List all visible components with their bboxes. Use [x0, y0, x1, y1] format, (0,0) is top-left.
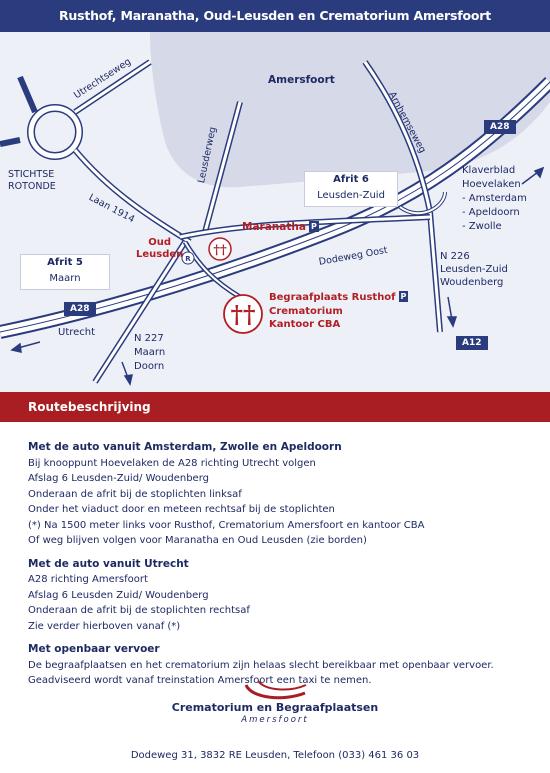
org-name: Crematorium en Begraafplaatsen — [171, 701, 379, 714]
parking-icon: P — [310, 222, 317, 231]
a28-shield-top: A28 — [484, 120, 516, 134]
address-line: Dodeweg 31, 3832 RE Leusden, Telefoon (033) 461 36 03 — [130, 750, 420, 761]
rotonde-label: STICHTSE ROTONDE — [8, 169, 56, 192]
rusthof-cross-icon — [224, 295, 262, 333]
svg-text:††: †† — [213, 243, 227, 258]
city-label: Amersfoort — [268, 74, 335, 86]
parking-icon: P — [400, 292, 407, 301]
route-line: (*) Na 1500 meter links voor Rusthof, Crematorium Amersfoort en kantoor CBA — [28, 519, 425, 531]
route-line: Afslag 6 Leusden-Zuid/ Woudenberg — [28, 473, 209, 484]
route-line: Geadviseerd wordt vanaf treinstation Amersfoort een taxi te nemen. — [28, 675, 372, 686]
leusderweg-label: Leusderweg — [196, 125, 219, 185]
route-map — [0, 32, 550, 392]
n226-label: N 226 Leusden-Zuid Woudenberg — [440, 251, 508, 288]
route-line: Bij knooppunt Hoevelaken de A28 richting Utrecht volgen — [28, 457, 316, 469]
rk-label: R — [185, 255, 191, 263]
utrecht-label: Utrecht — [58, 327, 96, 338]
route-line: A28 richting Amersfoort — [28, 574, 148, 585]
route-heading-ov: Met openbaar vervoer — [28, 643, 160, 655]
a12-shield: A12 — [456, 336, 488, 350]
route-line: Of weg blijven volgen voor Maranatha en Oud Leusden (zie borden) — [28, 535, 367, 546]
route-heading-utrecht: Met de auto vanuit Utrecht — [28, 557, 189, 570]
afrit-5-sign: Afrit 5 Maarn — [20, 254, 110, 290]
klaverblad-label: Klaverblad Hoevelaken - Amsterdam - Apeldoorn - Zwolle — [462, 165, 527, 232]
maranatha-label: Maranatha P — [242, 221, 317, 233]
arnhemseweg-label: Arnhemseweg — [386, 90, 428, 156]
organization-logo — [0, 675, 550, 725]
afrit-6-sign: Afrit 6 Leusden-Zuid — [304, 171, 398, 207]
laan-1914-label: Laan 1914 — [86, 192, 137, 226]
n227-label: N 227 Maarn Doorn — [134, 333, 166, 372]
route-line: Afslag 6 Leusden Zuid/ Woudenberg — [28, 589, 209, 601]
a28-shield-left: A28 — [64, 302, 96, 316]
route-line: De begraafplaatsen en het crematorium zijn helaas slecht bereikbaar met openbaar vervoer. — [28, 659, 494, 671]
route-heading-amsterdam: Met de auto vanuit Amsterdam, Zwolle en Apeldoorn — [28, 441, 342, 453]
route-line: Zie verder hierboven vanaf (*) — [28, 620, 181, 632]
oud-leusden-label: Oud Leusden — [136, 237, 184, 260]
arrow-utrecht-icon — [18, 342, 40, 348]
svg-text:††: †† — [230, 300, 256, 329]
route-line: Onderaan de afrit bij de stoplichten linksaf — [28, 488, 242, 500]
logo-swoosh-icon — [0, 675, 550, 705]
route-line: Onder het viaduct door en meteen rechtsaf bij de stoplichten — [28, 504, 335, 515]
org-city: Amersfoort — [241, 715, 309, 725]
rusthof-label: Begraafplaats Rusthof P Crematorium Kantoor CBA — [269, 292, 407, 330]
route-section-title: Routebeschrijving — [0, 392, 550, 422]
page-title: Rusthof, Maranatha, Oud-Leusden en Crematorium Amersfoort — [0, 0, 550, 32]
route-description — [28, 440, 528, 689]
route-line: Onderaan de afrit bij de stoplichten rechtsaf — [28, 605, 250, 616]
dodeweg-oost-label: Dodeweg Oost — [318, 244, 389, 268]
cemetery-cross-icon — [209, 238, 231, 260]
utrechtseweg-label: Utrechtseweg — [72, 56, 134, 102]
